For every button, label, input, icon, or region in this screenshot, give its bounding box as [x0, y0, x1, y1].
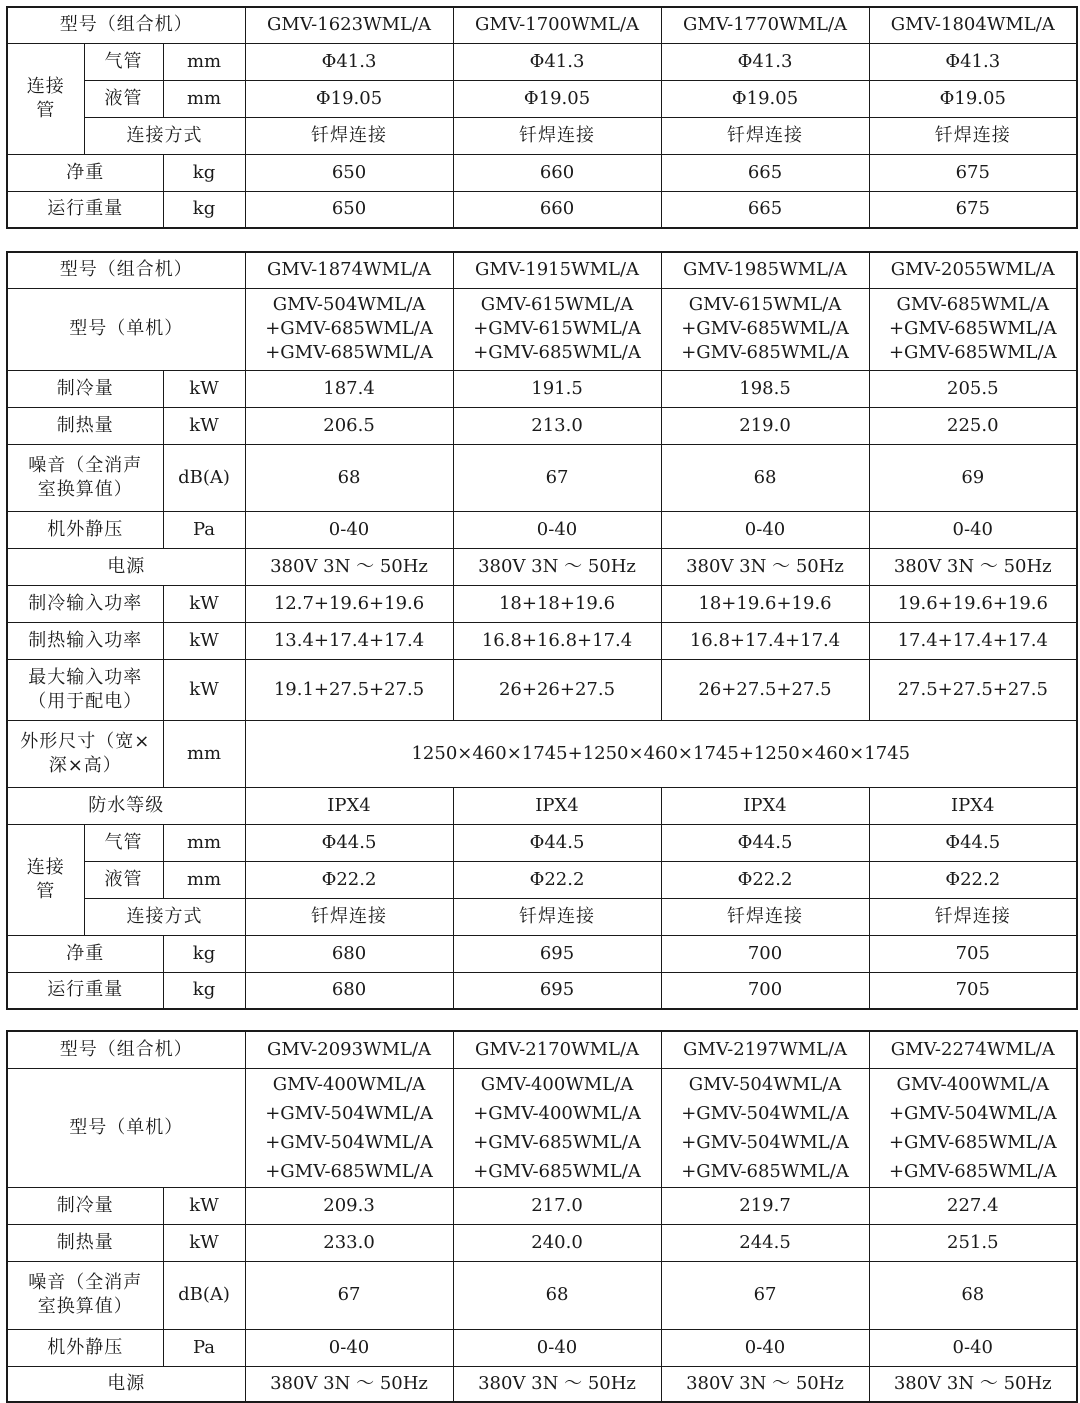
row-connection — [7, 898, 1077, 935]
model-cell: GMV-1985WML/A — [661, 252, 869, 288]
row-dimensions — [7, 720, 1077, 787]
value-cell: 19.6+19.6+19.6 — [869, 585, 1077, 622]
value-cell: 0-40 — [453, 1329, 661, 1366]
row-static-pressure — [7, 1329, 1077, 1366]
single-unit: GMV-615WML/A — [688, 294, 842, 315]
value-cell: 198.5 — [661, 370, 869, 407]
value-cell: 0-40 — [661, 511, 869, 548]
unit-cell: dB(A) — [163, 1261, 245, 1329]
value-cell: 17.4+17.4+17.4 — [869, 622, 1077, 659]
row-cooling-capacity — [7, 1187, 1077, 1224]
label-model-combo: 型号（组合机） — [7, 252, 245, 288]
row-max-input — [7, 659, 1077, 720]
value-cell: 660 — [453, 191, 661, 228]
unit-cell: kW — [163, 622, 245, 659]
label-model-single: 型号（单机） — [7, 1068, 245, 1187]
label-static-pressure: 机外静压 — [7, 1329, 163, 1366]
value-cell: Φ22.2 — [869, 861, 1077, 898]
unit-cell: mm — [163, 43, 245, 80]
label-noise: 噪音（全消声室换算值） — [7, 444, 163, 511]
value-cell: 705 — [869, 972, 1077, 1009]
value-cell: 217.0 — [453, 1187, 661, 1224]
row-model-combo — [7, 252, 1077, 288]
value-cell: 钎焊连接 — [245, 117, 453, 154]
single-unit: +GMV-685WML/A — [888, 1160, 1057, 1182]
row-noise — [7, 1261, 1077, 1329]
value-cell: 665 — [661, 191, 869, 228]
value-cell: 钎焊连接 — [453, 117, 661, 154]
value-cell: 187.4 — [245, 370, 453, 407]
label-max-input: 最大输入功率（用于配电） — [7, 659, 163, 720]
model-cell: GMV-2055WML/A — [869, 252, 1077, 288]
value-cell: Φ19.05 — [453, 80, 661, 117]
label-connecting-pipe: 连接管 — [7, 824, 84, 935]
value-cell: 26+27.5+27.5 — [661, 659, 869, 720]
single-unit: +GMV-685WML/A — [265, 1160, 433, 1182]
unit-cell: mm — [163, 80, 245, 117]
value-cell: 26+26+27.5 — [453, 659, 661, 720]
single-units-cell — [453, 288, 661, 370]
single-unit: +GMV-685WML/A — [888, 318, 1057, 339]
row-heating-input — [7, 622, 1077, 659]
value-cell: 钎焊连接 — [869, 898, 1077, 935]
value-cell: 16.8+17.4+17.4 — [661, 622, 869, 659]
value-cell: Φ44.5 — [869, 824, 1077, 861]
value-cell: 钎焊连接 — [661, 117, 869, 154]
value-cell: 钎焊连接 — [869, 117, 1077, 154]
value-cell: Φ44.5 — [453, 824, 661, 861]
value-cell: 650 — [245, 191, 453, 228]
unit-cell: Pa — [163, 511, 245, 548]
single-unit: GMV-615WML/A — [480, 294, 634, 315]
value-cell: 695 — [453, 935, 661, 972]
single-unit: +GMV-685WML/A — [888, 342, 1057, 363]
single-unit: +GMV-685WML/A — [681, 1160, 849, 1182]
model-cell: GMV-2274WML/A — [869, 1031, 1077, 1068]
single-unit: +GMV-685WML/A — [681, 318, 849, 339]
value-cell: 665 — [661, 154, 869, 191]
single-unit: GMV-504WML/A — [688, 1073, 842, 1095]
unit-cell: Pa — [163, 1329, 245, 1366]
row-heating-capacity — [7, 1224, 1077, 1261]
unit-cell: kg — [163, 972, 245, 1009]
single-units-cell — [245, 288, 453, 370]
model-cell: GMV-1623WML/A — [245, 7, 453, 43]
value-cell: Φ19.05 — [869, 80, 1077, 117]
single-unit: +GMV-685WML/A — [265, 342, 433, 363]
label-heating-input: 制热输入功率 — [7, 622, 163, 659]
model-cell: GMV-1700WML/A — [453, 7, 661, 43]
label-liquid-pipe: 液管 — [84, 861, 163, 898]
unit-cell: kW — [163, 407, 245, 444]
value-cell: 18+18+19.6 — [453, 585, 661, 622]
value-cell: 700 — [661, 935, 869, 972]
value-cell: 1250×460×1745+1250×460×1745+1250×460×1745 — [245, 720, 1077, 787]
value-cell: 0-40 — [453, 511, 661, 548]
unit-cell: mm — [163, 861, 245, 898]
value-cell: Φ44.5 — [661, 824, 869, 861]
label-connection-method: 连接方式 — [84, 117, 245, 154]
label-power-supply: 电源 — [7, 1366, 245, 1402]
row-model-combo — [7, 1031, 1077, 1068]
label-cooling-capacity: 制冷量 — [7, 1187, 163, 1224]
value-cell: 27.5+27.5+27.5 — [869, 659, 1077, 720]
label-gas-pipe: 气管 — [84, 824, 163, 861]
model-cell: GMV-1804WML/A — [869, 7, 1077, 43]
model-cell: GMV-1915WML/A — [453, 252, 661, 288]
value-cell: 209.3 — [245, 1187, 453, 1224]
value-cell: 700 — [661, 972, 869, 1009]
value-cell: 227.4 — [869, 1187, 1077, 1224]
label-connection-method: 连接方式 — [84, 898, 245, 935]
unit-cell: kW — [163, 659, 245, 720]
value-cell: 12.7+19.6+19.6 — [245, 585, 453, 622]
unit-cell: kW — [163, 1224, 245, 1261]
value-cell: IPX4 — [869, 787, 1077, 824]
value-cell: 380V 3N ～ 50Hz — [661, 548, 869, 585]
value-cell: 206.5 — [245, 407, 453, 444]
unit-cell: kW — [163, 1187, 245, 1224]
model-cell: GMV-2170WML/A — [453, 1031, 661, 1068]
model-cell: GMV-2197WML/A — [661, 1031, 869, 1068]
value-cell: 0-40 — [661, 1329, 869, 1366]
value-cell: 钎焊连接 — [245, 898, 453, 935]
unit-cell: kg — [163, 191, 245, 228]
label-dimensions: 外形尺寸（宽×深×高） — [7, 720, 163, 787]
label-noise: 噪音（全消声室换算值） — [7, 1261, 163, 1329]
value-cell: Φ19.05 — [245, 80, 453, 117]
unit-cell: kW — [163, 585, 245, 622]
value-cell: 68 — [661, 444, 869, 511]
label-model-combo: 型号（组合机） — [7, 7, 245, 43]
value-cell: 675 — [869, 154, 1077, 191]
value-cell: 钎焊连接 — [661, 898, 869, 935]
unit-cell: mm — [163, 720, 245, 787]
row-noise — [7, 444, 1077, 511]
value-cell: 244.5 — [661, 1224, 869, 1261]
value-cell: Φ41.3 — [869, 43, 1077, 80]
single-units-cell — [661, 288, 869, 370]
row-liquid-pipe — [7, 80, 1077, 117]
value-cell: 0-40 — [245, 511, 453, 548]
value-cell: 680 — [245, 935, 453, 972]
single-unit: +GMV-400WML/A — [473, 1102, 641, 1124]
value-cell: Φ22.2 — [245, 861, 453, 898]
label-liquid-pipe: 液管 — [84, 80, 163, 117]
row-liquid-pipe — [7, 861, 1077, 898]
value-cell: 67 — [453, 444, 661, 511]
single-unit: GMV-400WML/A — [272, 1073, 426, 1095]
row-operating-weight — [7, 191, 1077, 228]
label-model-combo: 型号（组合机） — [7, 1031, 245, 1068]
single-unit: GMV-400WML/A — [896, 1073, 1050, 1095]
value-cell: 16.8+16.8+17.4 — [453, 622, 661, 659]
row-heating-capacity — [7, 407, 1077, 444]
single-unit: GMV-400WML/A — [480, 1073, 634, 1095]
single-unit: +GMV-615WML/A — [473, 318, 641, 339]
value-cell: Φ44.5 — [245, 824, 453, 861]
value-cell: 650 — [245, 154, 453, 191]
single-unit: +GMV-504WML/A — [681, 1131, 849, 1153]
row-net-weight — [7, 154, 1077, 191]
spec-table-2 — [6, 251, 1078, 1010]
value-cell: Φ22.2 — [661, 861, 869, 898]
value-cell: 680 — [245, 972, 453, 1009]
label-operating-weight: 运行重量 — [7, 972, 163, 1009]
label-cooling-input: 制冷输入功率 — [7, 585, 163, 622]
value-cell: Φ22.2 — [453, 861, 661, 898]
single-units-cell — [869, 288, 1077, 370]
value-cell: 219.7 — [661, 1187, 869, 1224]
value-cell: 191.5 — [453, 370, 661, 407]
row-cooling-input — [7, 585, 1077, 622]
value-cell: 380V 3N ～ 50Hz — [453, 548, 661, 585]
value-cell: 380V 3N ～ 50Hz — [453, 1366, 661, 1402]
model-cell: GMV-1874WML/A — [245, 252, 453, 288]
unit-cell: dB(A) — [163, 444, 245, 511]
value-cell: 660 — [453, 154, 661, 191]
single-unit: +GMV-685WML/A — [473, 1160, 641, 1182]
value-cell: 213.0 — [453, 407, 661, 444]
label-power-supply: 电源 — [7, 548, 245, 585]
value-cell: 695 — [453, 972, 661, 1009]
single-unit: +GMV-685WML/A — [888, 1131, 1057, 1153]
value-cell: 19.1+27.5+27.5 — [245, 659, 453, 720]
model-cell: GMV-2093WML/A — [245, 1031, 453, 1068]
label-model-single: 型号（单机） — [7, 288, 245, 370]
label-gas-pipe: 气管 — [84, 43, 163, 80]
value-cell: Φ41.3 — [453, 43, 661, 80]
single-unit: +GMV-685WML/A — [681, 342, 849, 363]
single-unit: +GMV-504WML/A — [265, 1131, 433, 1153]
unit-cell: kg — [163, 154, 245, 191]
label-heating-capacity: 制热量 — [7, 1224, 163, 1261]
value-cell: 233.0 — [245, 1224, 453, 1261]
label-net-weight: 净重 — [7, 935, 163, 972]
value-cell: 0-40 — [245, 1329, 453, 1366]
value-cell: 251.5 — [869, 1224, 1077, 1261]
row-cooling-capacity — [7, 370, 1077, 407]
row-operating-weight — [7, 972, 1077, 1009]
value-cell: 380V 3N ～ 50Hz — [245, 1366, 453, 1402]
value-cell: 67 — [661, 1261, 869, 1329]
value-cell: 380V 3N ～ 50Hz — [245, 548, 453, 585]
unit-cell: kW — [163, 370, 245, 407]
unit-cell: mm — [163, 824, 245, 861]
value-cell: 13.4+17.4+17.4 — [245, 622, 453, 659]
single-unit: GMV-504WML/A — [272, 294, 426, 315]
label-cooling-capacity: 制冷量 — [7, 370, 163, 407]
value-cell: IPX4 — [245, 787, 453, 824]
row-net-weight — [7, 935, 1077, 972]
row-static-pressure — [7, 511, 1077, 548]
value-cell: 705 — [869, 935, 1077, 972]
label-connecting-pipe: 连接管 — [7, 43, 84, 154]
label-net-weight: 净重 — [7, 154, 163, 191]
single-unit: +GMV-685WML/A — [265, 318, 433, 339]
row-model-single — [7, 288, 1077, 370]
single-unit: +GMV-504WML/A — [888, 1102, 1057, 1124]
label-operating-weight: 运行重量 — [7, 191, 163, 228]
row-connection — [7, 117, 1077, 154]
model-cell: GMV-1770WML/A — [661, 7, 869, 43]
value-cell: 225.0 — [869, 407, 1077, 444]
unit-cell: kg — [163, 935, 245, 972]
value-cell: 67 — [245, 1261, 453, 1329]
row-power-supply — [7, 1366, 1077, 1402]
value-cell: 380V 3N ～ 50Hz — [869, 548, 1077, 585]
single-unit: GMV-685WML/A — [896, 294, 1050, 315]
label-static-pressure: 机外静压 — [7, 511, 163, 548]
value-cell: 69 — [869, 444, 1077, 511]
value-cell: Φ41.3 — [245, 43, 453, 80]
single-units-cell — [869, 1068, 1077, 1187]
value-cell: IPX4 — [661, 787, 869, 824]
value-cell: IPX4 — [453, 787, 661, 824]
row-gas-pipe — [7, 824, 1077, 861]
value-cell: Φ19.05 — [661, 80, 869, 117]
spec-table-3 — [6, 1030, 1078, 1403]
single-units-cell — [661, 1068, 869, 1187]
single-units-cell — [245, 1068, 453, 1187]
value-cell: 68 — [869, 1261, 1077, 1329]
value-cell: 0-40 — [869, 511, 1077, 548]
row-waterproof — [7, 787, 1077, 824]
single-unit: +GMV-685WML/A — [473, 1131, 641, 1153]
row-gas-pipe — [7, 43, 1077, 80]
value-cell: 68 — [453, 1261, 661, 1329]
value-cell: Φ41.3 — [661, 43, 869, 80]
label-heating-capacity: 制热量 — [7, 407, 163, 444]
value-cell: 68 — [245, 444, 453, 511]
row-power-supply — [7, 548, 1077, 585]
single-units-cell — [453, 1068, 661, 1187]
value-cell: 380V 3N ～ 50Hz — [869, 1366, 1077, 1402]
single-unit: +GMV-504WML/A — [265, 1102, 433, 1124]
value-cell: 205.5 — [869, 370, 1077, 407]
value-cell: 240.0 — [453, 1224, 661, 1261]
single-unit: +GMV-504WML/A — [681, 1102, 849, 1124]
row-model-combo — [7, 7, 1077, 43]
value-cell: 219.0 — [661, 407, 869, 444]
spec-table-1 — [6, 6, 1078, 229]
value-cell: 380V 3N ～ 50Hz — [661, 1366, 869, 1402]
value-cell: 0-40 — [869, 1329, 1077, 1366]
value-cell: 18+19.6+19.6 — [661, 585, 869, 622]
label-waterproof: 防水等级 — [7, 787, 245, 824]
value-cell: 675 — [869, 191, 1077, 228]
value-cell: 钎焊连接 — [453, 898, 661, 935]
row-model-single — [7, 1068, 1077, 1187]
single-unit: +GMV-685WML/A — [473, 342, 641, 363]
